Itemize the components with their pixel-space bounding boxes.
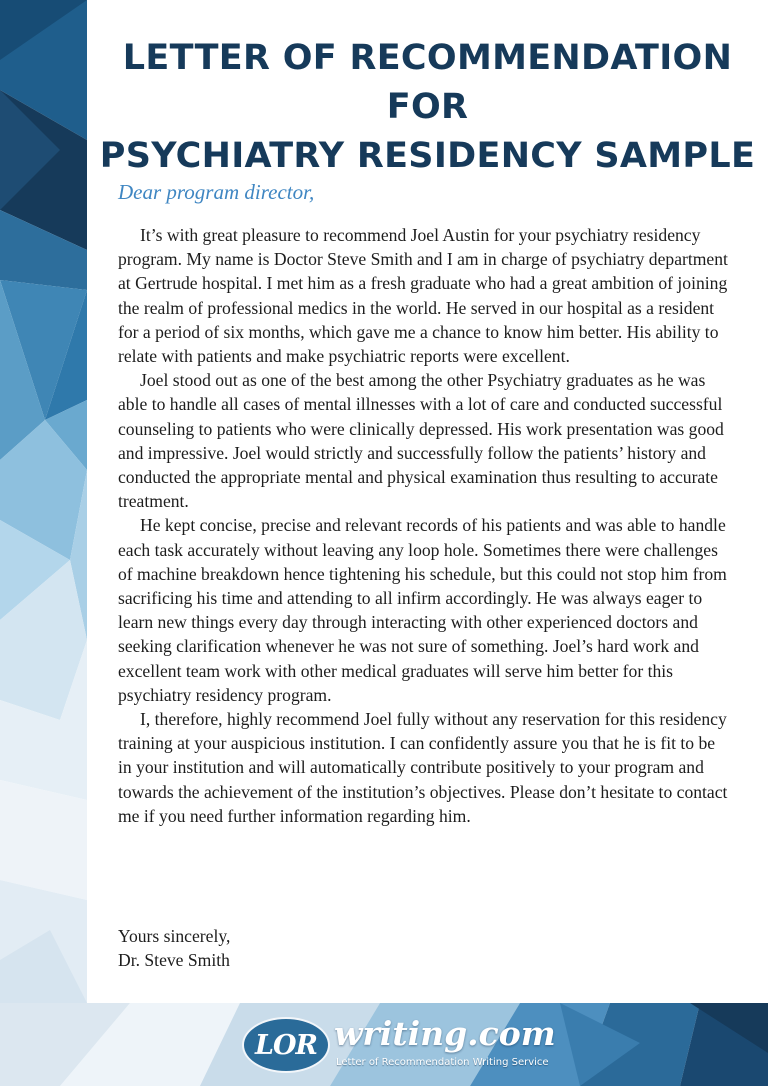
letter-body: [118, 223, 728, 828]
logo-mark: LOR: [242, 1017, 330, 1073]
logo-tagline: Letter of Recommendation Writing Service: [336, 1057, 549, 1068]
paragraph-2: Joel stood out as one of the best among the other Psychiatry graduates as he was able to handle all cases of mental illnesses with a lot of care and conducted successful counseling to patients who were clinically depressed. His work presentation was good and impressive. Joel would strictly and successfully follow the patients’ history and conducted the appropriate mental and physical examination thus resulting to accurate treatment.: [118, 370, 724, 512]
signature: Dr. Steve Smith: [118, 950, 230, 971]
title-line-1: LETTER OF RECOMMENDATION FOR: [122, 38, 733, 127]
title-line-2: PSYCHIATRY RESIDENCY SAMPLE: [99, 136, 756, 176]
paragraph-1: It’s with great pleasure to recommend Joel Austin for your psychiatry residency program. My name is Doctor Steve Smith and I am in charge of psychiatry department at Gertrude hospital. I met him as a fresh graduate who had a great ambition of joining the realm of professional medics in the world. He served in our hospital as a resident for a period of six months, which gave me a chance to know him better. His ability to relate with patients and make psychiatric reports were excellent.: [118, 225, 728, 367]
brand-logo[interactable]: [242, 1014, 556, 1076]
paragraph-3: He kept concise, precise and relevant records of his patients and was able to handle each task accurately without leaving any loop hole. Sometimes there were challenges of machine breakdown hence tightening his schedule, but this could not stop him from sacrificing his time and attending to all infirm accordingly. He was always eager to learn new things every day through interacting with other experienced doctors and seeking clarification whenever he was not sure of something. Joel’s hard work and excellent team work with other medical graduates will serve him better for this psychiatry residency program.: [118, 515, 727, 705]
paragraph-4: I, therefore, highly recommend Joel fully without any reservation for this residency training at your auspicious institution. I can confidently assure you that he is fit to be in your institution and will automatically contribute positively to your program and towards the achievement of the institution’s objectives. Please don’t hesitate to contact me if you need further information regarding him.: [118, 709, 728, 826]
salutation: Dear program director,: [118, 180, 315, 204]
logo-wordmark: writing.com: [334, 1014, 556, 1053]
closing-block: [118, 924, 230, 972]
page-title: [87, 34, 768, 181]
closing-line: Yours sincerely,: [118, 926, 231, 946]
